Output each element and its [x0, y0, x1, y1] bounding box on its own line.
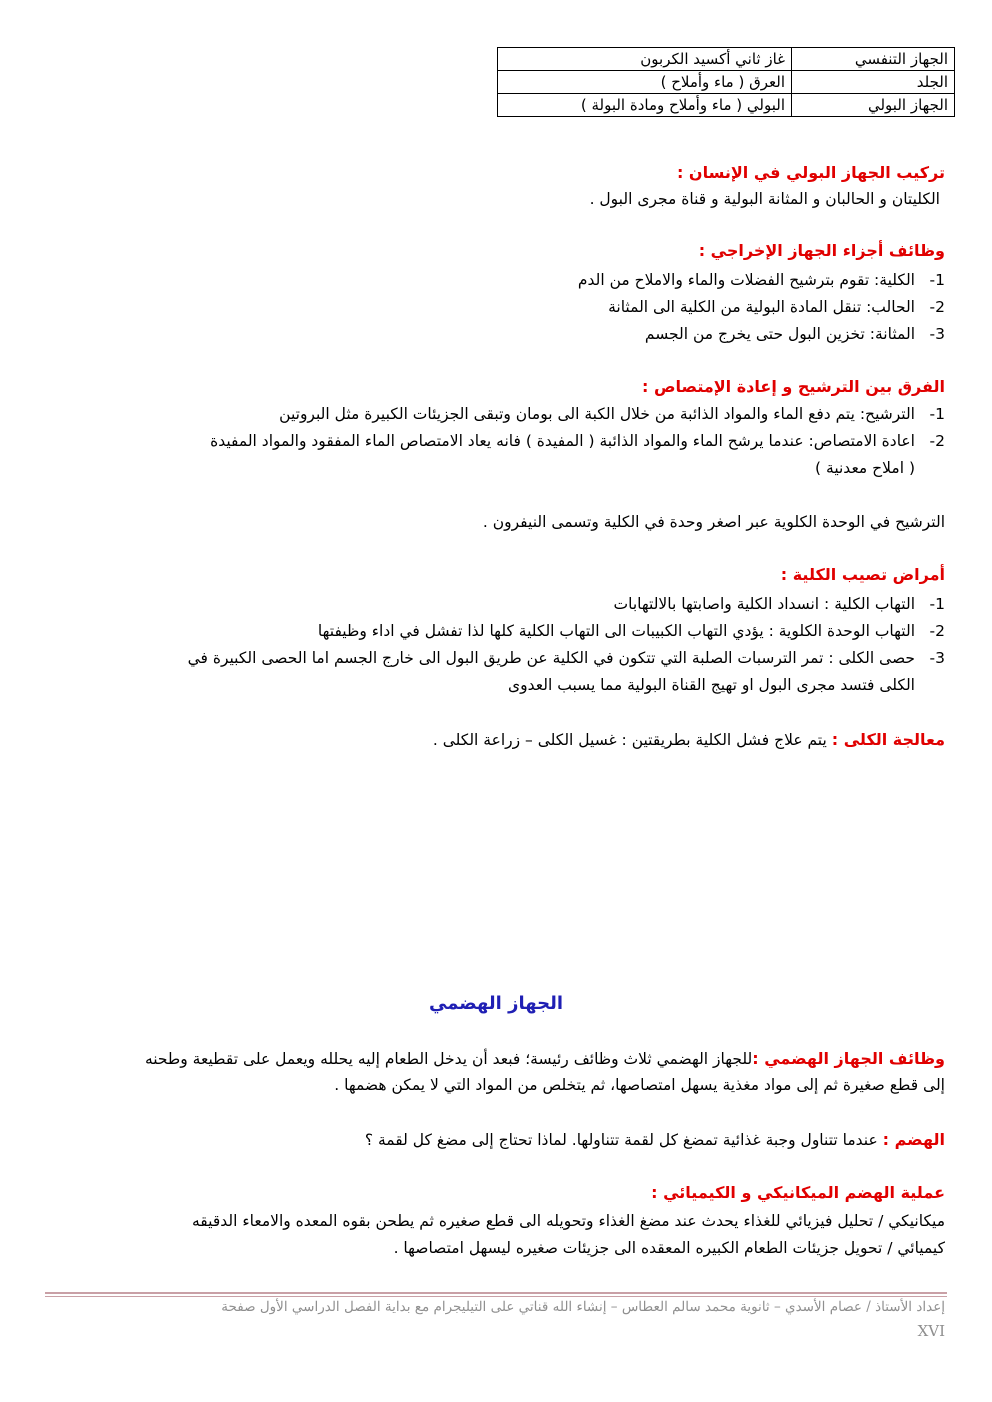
list-number: 1- [929, 271, 945, 289]
digestive-functions-text: للجهاز الهضمي ثلاث وظائف رئيسة؛ فبعد أن يدخل الطعام إليه يحلله ويعمل على تقطيعة وطحنه [144, 1050, 753, 1068]
filtration-item-2-cont: ( املاح معدنية ) [815, 459, 915, 477]
list-text: التهاب الكلية : انسداد الكلية واصابتها بالالتهابات [613, 595, 915, 613]
organ-cell: الجهاز التنفسي [792, 48, 955, 71]
filtration-item-1 [279, 402, 945, 427]
digestive-functions-line1 [145, 1046, 945, 1072]
footer-rule [45, 1296, 947, 1297]
list-text: المثانة: تخزين البول حتى يخرج من الجسم [644, 325, 915, 343]
table-row [498, 48, 955, 71]
product-cell: العرق ( ماء وأملاح ) [498, 71, 792, 94]
page-number: XVI [917, 1322, 945, 1340]
excretory-item-3 [645, 322, 945, 347]
excretory-functions-heading: وظائف أجزاء الجهاز الإخراجي : [698, 241, 945, 260]
list-text: حصى الكلى : تمر الترسبات الصلبة التي تتكون في الكلية عن طريق البول الى خارج الجسم اما الحصى الكبيرة في [187, 649, 915, 667]
digestive-functions-heading: وظائف الجهاز الهضمي : [752, 1049, 945, 1068]
disease-item-1 [614, 592, 945, 617]
filtration-note: الترشيح في الوحدة الكلوية عبر اصغر وحدة في الكلية وتسمى النيفرون . [482, 513, 945, 531]
list-text: التهاب الوحدة الكلوية : يؤدي التهاب الكبيبات الى التهاب الكلية كلها لذا تفشل في اداء وظيفتها [317, 622, 915, 640]
filtration-heading: الفرق بين الترشيح و إعادة الإمتصاص : [642, 377, 945, 396]
excretory-item-1 [578, 268, 945, 293]
mech-chem-heading: عملية الهضم الميكانيكي و الكيميائي : [651, 1183, 945, 1202]
digestive-title: الجهاز الهضمي [429, 993, 563, 1014]
table-row [498, 71, 955, 94]
excretion-table [497, 47, 955, 117]
excretory-item-2 [608, 295, 945, 320]
kidney-treatment [433, 727, 945, 753]
mech-chem-line2: كيميائي / تحويل جزيئات الطعام الكبيره المعقده الى جزيئات صغيره ليسهل امتصاصها . [393, 1239, 945, 1257]
list-number: 1- [929, 405, 945, 423]
digestion-text: عندما تتناول وجبة غذائية تمضغ كل لقمة تتناولها. لماذا تحتاج إلى مضغ كل لقمة ؟ [364, 1131, 878, 1149]
urinary-structure-heading: تركيب الجهاز البولي في الإنسان : [676, 163, 945, 182]
footer-text: إعداد الأستاذ / عصام الأسدي – ثانوية محمد سالم العطاس – إنشاء الله قناتي على التيليجرام مع بداية الفصل الدراسي الأول صفحة [221, 1299, 945, 1315]
list-text: الكلية: تقوم بترشيح الفضلات والماء والاملاح من الدم [577, 271, 915, 289]
mech-chem-line1: ميكانيكي / تحليل فيزيائي للغذاء يحدث عند مضغ الغذاء وتحويله الى قطع صغيره ثم يطحن بقوه المعده والامعاء الدقيقه [192, 1212, 945, 1230]
list-number: 2- [929, 622, 945, 640]
list-number: 2- [929, 432, 945, 450]
table-row [498, 94, 955, 117]
footer-rule [45, 1292, 947, 1294]
disease-item-2 [318, 619, 945, 644]
list-number: 1- [929, 595, 945, 613]
list-text: الترشيح: يتم دفع الماء والمواد الذائبة من خلال الكبة الى بومان وتبقى الجزيئات الكبيرة مثل البروتين [279, 405, 915, 423]
disease-item-3 [188, 646, 945, 671]
kidney-diseases-heading: أمراض تصيب الكلية : [780, 565, 945, 584]
list-number: 2- [929, 298, 945, 316]
digestive-functions-line2: إلى قطع صغيرة ثم إلى مواد مغذية يسهل امتصاصها، ثم يتخلص من المواد التي لا يمكن هضمها . [334, 1076, 945, 1094]
product-cell: غاز ثاني أكسيد الكربون [498, 48, 792, 71]
product-cell: البولي ( ماء وأملاح ومادة البولة ) [498, 94, 792, 117]
list-text: الحالب: تنقل المادة البولية من الكلية الى المثانة [608, 298, 915, 316]
urinary-structure-text: الكليتان و الحالبان و المثانة البولية و قناة مجرى البول . [589, 190, 940, 208]
list-number: 3- [929, 649, 945, 667]
kidney-treatment-heading: معالجة الكلى : [831, 730, 945, 749]
kidney-treatment-text: يتم علاج فشل الكلية بطريقتين : غسيل الكلى – زراعة الكلى . [432, 731, 827, 749]
organ-cell: الجهاز البولي [792, 94, 955, 117]
list-text: اعادة الامتصاص: عندما يرشح الماء والمواد الذائبة ( المفيدة ) فانه يعاد الامتصاص الماء المفقود والمواد المفيدة [210, 432, 915, 450]
digestion-heading: الهضم : [882, 1130, 945, 1149]
organ-cell: الجلد [792, 71, 955, 94]
filtration-item-2 [210, 429, 945, 454]
disease-item-3-cont: الكلى فتسد مجرى البول او تهيج القناة البولية مما يسبب العدوى [508, 676, 915, 694]
digestion-line [365, 1127, 945, 1153]
list-number: 3- [929, 325, 945, 343]
